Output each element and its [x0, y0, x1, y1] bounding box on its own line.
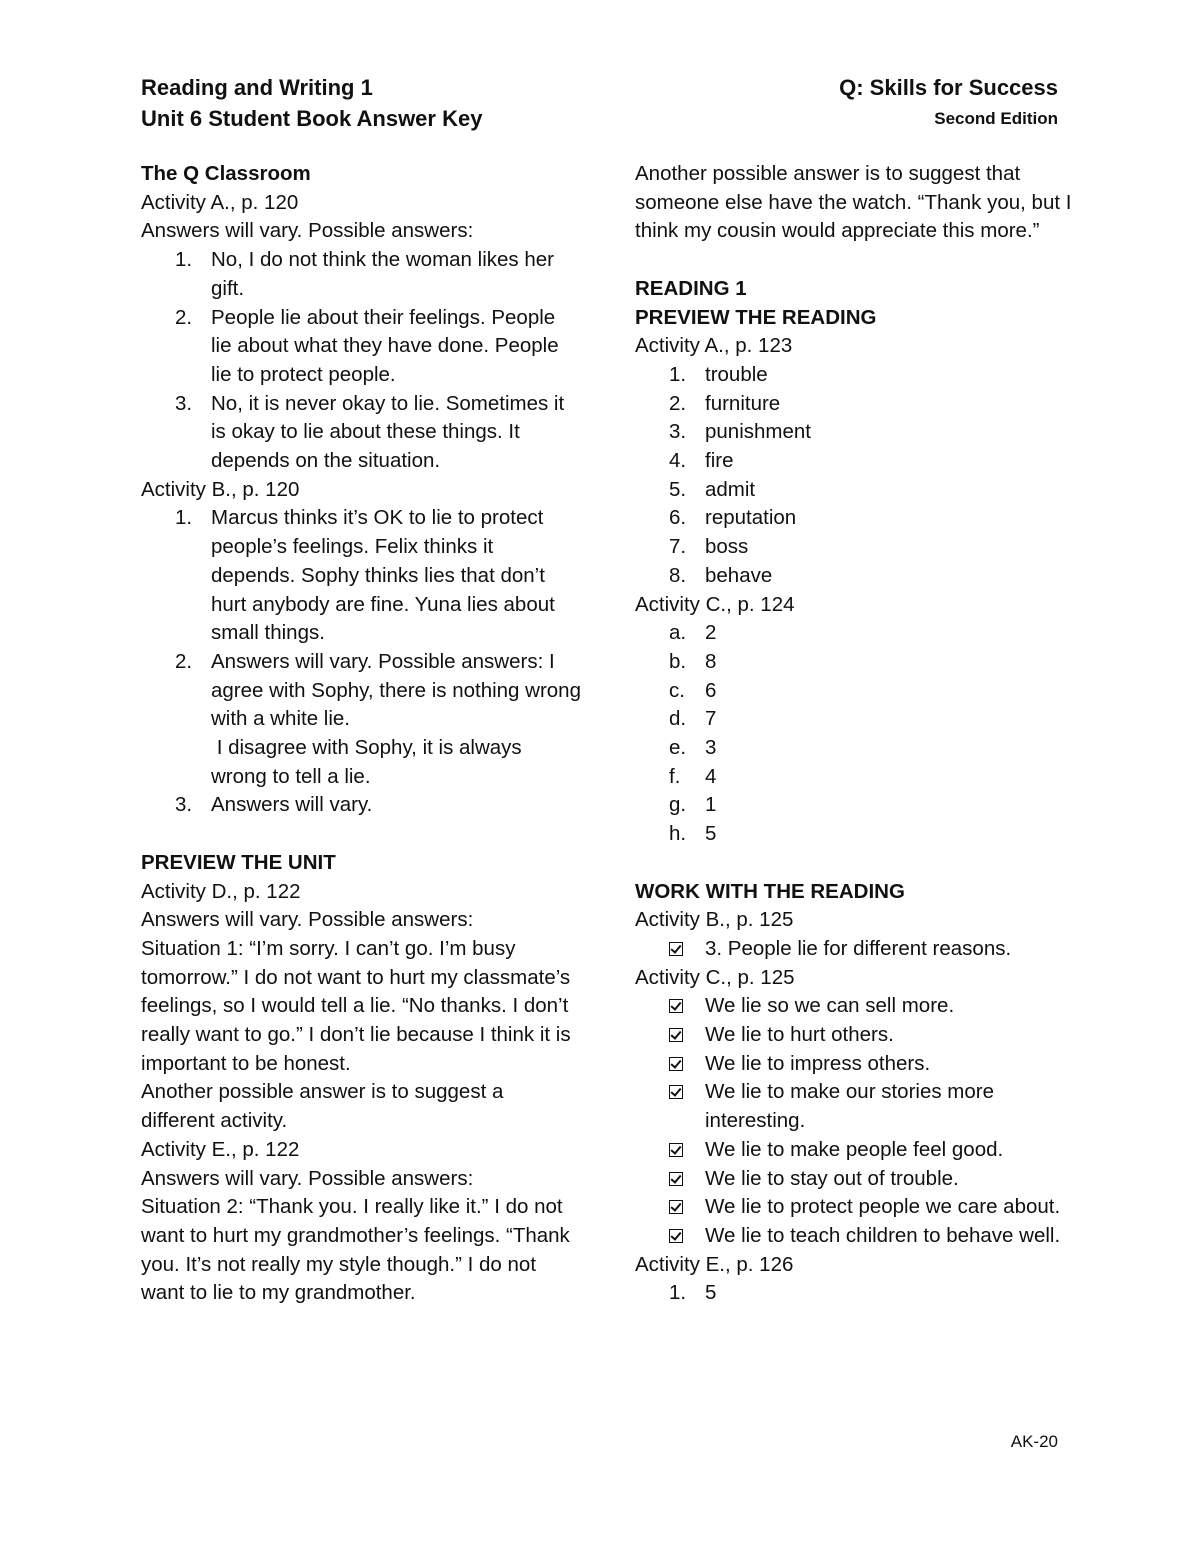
checkbox-list: [635, 992, 1075, 1250]
checked-item: [635, 1136, 1075, 1165]
list-item: [635, 648, 1075, 677]
checked-item: [635, 992, 1075, 1021]
list-item: [635, 705, 1075, 734]
paragraph: Another possible answer is to suggest a different activity.: [141, 1080, 504, 1133]
list-marker: a.: [669, 621, 687, 645]
list-marker: 1.: [669, 362, 687, 386]
list-item: [635, 619, 1075, 648]
list-marker: 1.: [669, 1281, 687, 1305]
list-item-text: 5: [705, 1281, 717, 1305]
activity-intro: Answers will vary. Possible answers:: [141, 219, 474, 243]
activity-label: Activity B., p. 120: [141, 477, 300, 501]
activity-intro: Answers will vary. Possible answers:: [141, 1166, 474, 1190]
list-item: 1. No, I do not think the woman likes her gift.: [175, 248, 554, 300]
list-item: 1. Marcus thinks it’s OK to lie to protect people’s feelings. Felix thinks it depends. Sophy thinks lies that don’t hurt anybody are fine. Yuna lies about small things.: [175, 506, 555, 645]
list-item: [635, 677, 1075, 706]
list-item: 2. Answers will vary. Possible answers: I agree with Sophy, there is nothing wrong with a white lie. I disagree with Sophy, it is always wrong to tell a lie.: [175, 649, 581, 788]
list-item-text: We lie to make people feel good.: [705, 1137, 1004, 1161]
list-marker: h.: [669, 822, 687, 846]
list-item-text: behave: [705, 563, 773, 587]
checked-item: [635, 1021, 1075, 1050]
list-marker: 8.: [669, 563, 687, 587]
checkbox-checked-icon: [669, 1085, 683, 1099]
list-item: [635, 418, 1075, 447]
activity-label: Activity D., p. 122: [141, 879, 301, 903]
unit-title: Unit 6 Student Book Answer Key: [141, 106, 483, 131]
word-list: [635, 361, 1075, 591]
list-item-text: 3: [705, 736, 717, 760]
paragraph: Another possible answer is to suggest that someone else have the watch. “Thank you, but I think my cousin would appreciate this more.”: [635, 162, 1072, 243]
list-marker: 4.: [669, 449, 687, 473]
checked-item: [635, 1050, 1075, 1079]
list-item: [635, 562, 1075, 591]
list-marker: d.: [669, 707, 687, 731]
checked-item: [635, 1165, 1075, 1194]
list-item-text: admit: [705, 477, 756, 501]
list-item-text: punishment: [705, 420, 811, 444]
list-item-text: We lie to hurt others.: [705, 1023, 894, 1047]
left-column: [141, 160, 581, 1308]
list-item: 2. People lie about their feelings. People lie about what they have done. People lie to protect people.: [175, 305, 559, 386]
header-right: [839, 72, 1058, 134]
list-marker: f.: [669, 764, 681, 788]
checkbox-checked-icon: [669, 942, 683, 956]
checkbox-checked-icon: [669, 1172, 683, 1186]
checkbox-checked-icon: [669, 1229, 683, 1243]
list-item: [635, 734, 1075, 763]
list-item-text: We lie to make our stories more interesting.: [705, 1080, 995, 1133]
list-item-text: 5: [705, 822, 717, 846]
list-item: [635, 361, 1075, 390]
list-marker: g.: [669, 793, 687, 817]
section-title: WORK WITH THE READING: [635, 879, 905, 903]
list-item-text: trouble: [705, 362, 768, 386]
list-marker: c.: [669, 678, 685, 702]
checked-item: [635, 1078, 1075, 1135]
match-list: [635, 619, 1075, 849]
list-item-text: 3. People lie for different reasons.: [705, 936, 1012, 960]
list-item-text: We lie to stay out of trouble.: [705, 1166, 959, 1190]
list-marker: 6.: [669, 506, 687, 530]
list-item: [635, 390, 1075, 419]
list-item-text: We lie to protect people we care about.: [705, 1195, 1061, 1219]
checkbox-checked-icon: [669, 1057, 683, 1071]
list-item-text: 6: [705, 678, 717, 702]
list-marker: 5.: [669, 477, 687, 501]
section-title: PREVIEW THE UNIT: [141, 850, 336, 874]
page-number: AK-20: [1010, 1432, 1058, 1451]
checkbox-list: [635, 935, 1075, 964]
list-item-text: 4: [705, 764, 717, 788]
answer-text: I disagree with Sophy, it is always wrong to tell a lie.: [211, 736, 528, 788]
list-item-text: 1: [705, 793, 717, 817]
paragraph: Situation 1: “I’m sorry. I can’t go. I’m busy tomorrow.” I do not want to hurt my classmate’s feelings, so I would tell a lie. “No thanks. I don’t really want to go.” I don’t lie because I think it is important to be honest.: [141, 936, 571, 1075]
list-item-text: furniture: [705, 391, 781, 415]
activity-label: Activity E., p. 126: [635, 1252, 794, 1276]
list-item-text: We lie to impress others.: [705, 1051, 931, 1075]
list-item: [635, 820, 1075, 849]
right-column: [635, 160, 1075, 1308]
activity-label: Activity C., p. 125: [635, 965, 795, 989]
list-item: [635, 791, 1075, 820]
checked-item: [635, 935, 1075, 964]
paragraph: Situation 2: “Thank you. I really like it.” I do not want to hurt my grandmother’s feelings. “Thank you. It’s not really my style though.” I do not want to lie to my grandmother.: [141, 1195, 570, 1305]
checkbox-checked-icon: [669, 1143, 683, 1157]
activity-label: Activity A., p. 120: [141, 190, 299, 214]
edition-label: Second Edition: [934, 109, 1058, 128]
list-item-text: reputation: [705, 506, 797, 530]
list-item-text: 7: [705, 707, 717, 731]
list-item-text: 8: [705, 649, 717, 673]
activity-label: Activity E., p. 122: [141, 1137, 300, 1161]
list-marker: e.: [669, 736, 687, 760]
section-title: The Q Classroom: [141, 162, 311, 185]
checkbox-checked-icon: [669, 999, 683, 1013]
checkbox-checked-icon: [669, 1200, 683, 1214]
list-item-text: We lie so we can sell more.: [705, 994, 955, 1018]
activity-intro: Answers will vary. Possible answers:: [141, 908, 474, 932]
series-title: Q: Skills for Success: [839, 75, 1058, 100]
list-item: [635, 504, 1075, 533]
list-marker: 7.: [669, 535, 687, 559]
activity-label: Activity B., p. 125: [635, 908, 794, 932]
list-item: [635, 447, 1075, 476]
checked-item: [635, 1222, 1075, 1251]
list-marker: b.: [669, 649, 687, 673]
list-item-text: boss: [705, 535, 749, 559]
header-left: [141, 72, 482, 134]
answer-text: Answers will vary. Possible answers: I agree with Sophy, there is nothing wrong with a white lie.: [211, 649, 581, 731]
activity-label: Activity C., p. 124: [635, 592, 795, 616]
list-item-text: 2: [705, 621, 717, 645]
section-title: READING 1: [635, 276, 747, 300]
checkbox-checked-icon: [669, 1028, 683, 1042]
activity-label: Activity A., p. 123: [635, 334, 793, 358]
list-marker: 2.: [669, 391, 687, 415]
list-item-text: fire: [705, 449, 734, 473]
list-marker: 3.: [669, 420, 687, 444]
list-item: [635, 533, 1075, 562]
list-item: 3. No, it is never okay to lie. Sometimes it is okay to lie about these things. It depends on the situation.: [175, 391, 565, 473]
section-title: PREVIEW THE READING: [635, 305, 877, 329]
list-item: [635, 763, 1075, 792]
number-list: [635, 1279, 1075, 1308]
list-item: [635, 476, 1075, 505]
list-item: 3. Answers will vary.: [175, 793, 373, 817]
book-title: Reading and Writing 1: [141, 75, 373, 100]
list-item-text: We lie to teach children to behave well.: [705, 1223, 1061, 1247]
checked-item: [635, 1193, 1075, 1222]
list-item: [635, 1279, 1075, 1308]
